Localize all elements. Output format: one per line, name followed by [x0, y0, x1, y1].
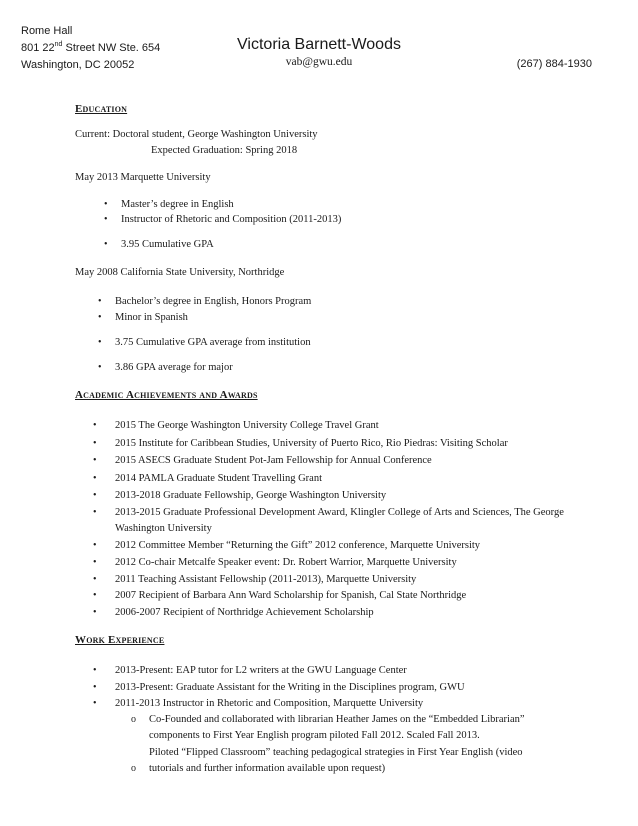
list-item: Master’s degree in English — [121, 199, 234, 210]
bullet: • — [93, 607, 97, 618]
bullet: • — [93, 420, 97, 431]
sub-list-item: Co-Founded and collaborated with librarian Heather James on the “Embedded Librarian” components to First Year English program piloted Fall 2012. Scaled Fall 2013. — [149, 714, 525, 741]
sub-list-item: Piloted “Flipped Classroom” teaching pedagogical strategies in First Year English (video tutorials and further information available upon request) — [149, 747, 523, 774]
bullet: • — [93, 455, 97, 466]
bullet: • — [98, 362, 102, 373]
education-expected: Expected Graduation: Spring 2018 — [151, 145, 298, 156]
address-line-2: 801 22nd Street NW Ste. 654 — [21, 41, 161, 54]
bullet: • — [104, 214, 108, 225]
list-item: 2012 Co-chair Metcalfe Speaker event: Dr. Robert Warrior, Marquette University — [115, 557, 457, 568]
bullet: • — [98, 312, 102, 323]
bullet: • — [93, 473, 97, 484]
bullet: • — [98, 337, 102, 348]
list-item: 2006-2007 Recipient of Northridge Achievement Scholarship — [115, 607, 374, 618]
list-item: 2014 PAMLA Graduate Student Travelling Grant — [115, 473, 322, 484]
list-item: Bachelor’s degree in English, Honors Program — [115, 296, 312, 307]
bullet: • — [93, 507, 97, 518]
list-item: 3.95 Cumulative GPA — [121, 239, 214, 250]
list-item: 2011-2013 Instructor in Rhetoric and Composition, Marquette University — [115, 698, 424, 709]
sub-bullet: o — [131, 714, 136, 725]
bullet: • — [93, 540, 97, 551]
awards-heading: Academic Achievements and Awards — [75, 389, 258, 401]
bullet: • — [93, 682, 97, 693]
bullet: • — [93, 590, 97, 601]
list-item: 2015 Institute for Caribbean Studies, University of Puerto Rico, Rio Piedras: Visiting Scholar — [115, 438, 508, 449]
education-marquette: May 2013 Marquette University — [75, 172, 211, 183]
list-item: 2015 The George Washington University College Travel Grant — [115, 420, 379, 431]
resume-name: Victoria Barnett-Woods — [237, 36, 401, 53]
list-item: 2013-2015 Graduate Professional Development Award, Klingler College of Arts and Sciences, The George Washington University — [115, 507, 564, 534]
address-line-1: Rome Hall — [21, 25, 73, 37]
phone: (267) 884-1930 — [516, 58, 592, 70]
list-item: 2013-Present: EAP tutor for L2 writers at the GWU Language Center — [115, 665, 407, 676]
list-item: 2013-2018 Graduate Fellowship, George Washington University — [115, 490, 387, 501]
list-item: Minor in Spanish — [115, 312, 188, 323]
bullet: • — [98, 296, 102, 307]
list-item: 2013-Present: Graduate Assistant for the Writing in the Disciplines program, GWU — [115, 682, 465, 693]
bullet: • — [93, 557, 97, 568]
bullet: • — [93, 574, 97, 585]
address-block — [21, 23, 160, 74]
email: vab@gwu.edu — [285, 56, 353, 68]
bullet: • — [93, 490, 97, 501]
list-item: 2012 Committee Member “Returning the Gift” 2012 conference, Marquette University — [115, 540, 481, 551]
list-item: 2007 Recipient of Barbara Ann Ward Scholarship for Spanish, Cal State Northridge — [115, 590, 467, 601]
education-heading: Education — [75, 103, 128, 115]
address-line-3: Washington, DC 20052 — [21, 59, 135, 71]
bullet: • — [93, 438, 97, 449]
work-heading: Work Experience — [75, 634, 165, 646]
bullet: • — [93, 665, 97, 676]
education-current: Current: Doctoral student, George Washington University — [75, 129, 318, 140]
bullet: • — [104, 239, 108, 250]
bullet: • — [93, 698, 97, 709]
education-csun: May 2008 California State University, Northridge — [75, 267, 285, 278]
bullet: • — [104, 199, 108, 210]
sub-bullet: o — [131, 763, 136, 774]
list-item: 3.75 Cumulative GPA average from institution — [115, 337, 311, 348]
list-item: 2011 Teaching Assistant Fellowship (2011-2013), Marquette University — [115, 574, 417, 585]
list-item: 2015 ASECS Graduate Student Pot-Jam Fellowship for Annual Conference — [115, 455, 432, 466]
list-item: Instructor of Rhetoric and Composition (2011-2013) — [121, 214, 342, 225]
list-item: 3.86 GPA average for major — [115, 362, 233, 373]
